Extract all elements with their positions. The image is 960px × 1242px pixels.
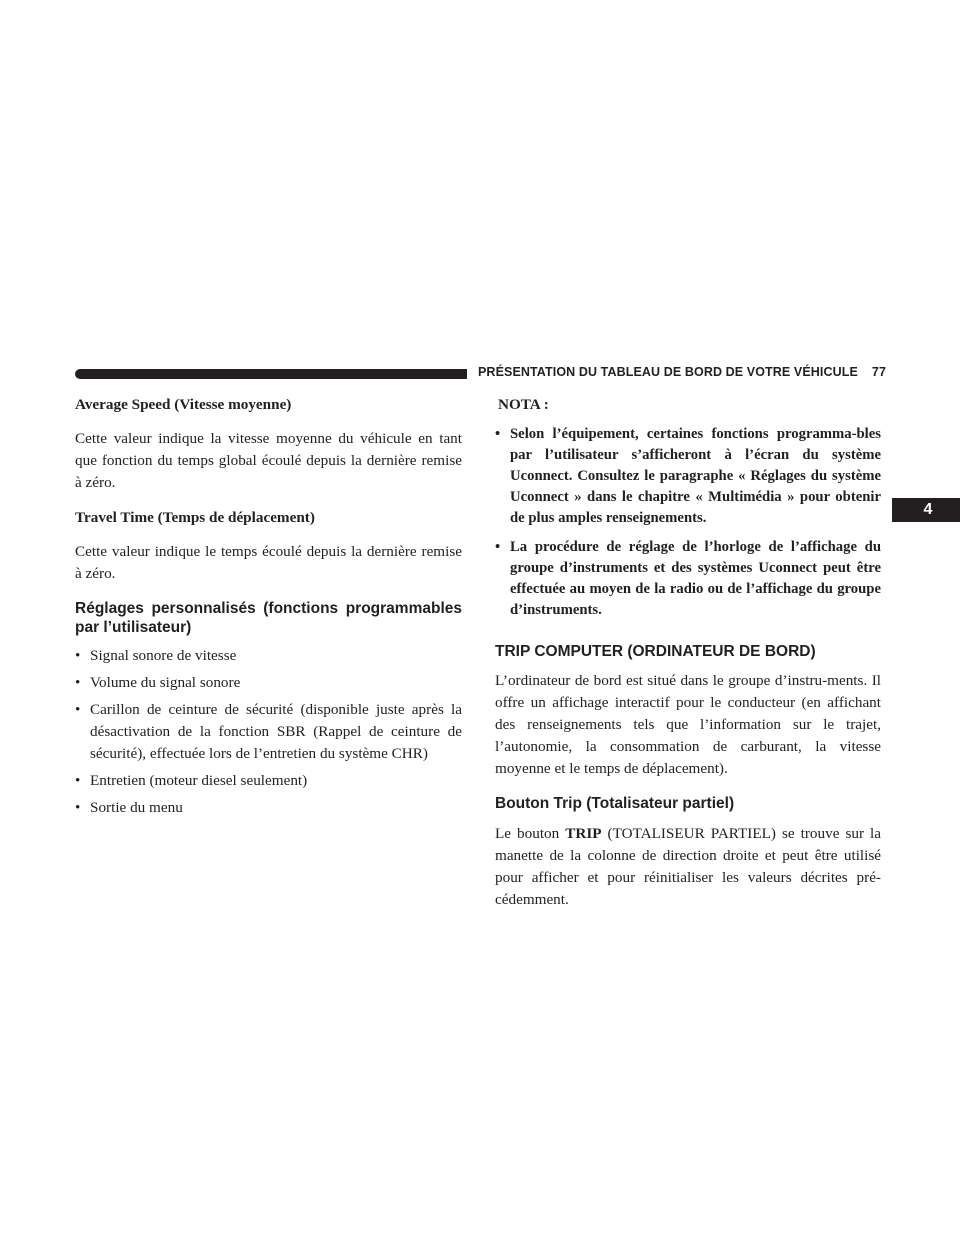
trip-button-heading: Bouton Trip (Totalisateur partiel) [495, 795, 735, 812]
list-item: • Selon l’équipement, certaines fonctions programma-bles par l’utilisateur s’afficheront à l’écran du système Uconnect. Consultez le paragraphe « Réglages du système Uconnect » dans le chapitre « Multimédia » pour obtenir de plus amples renseignements. [495, 426, 881, 526]
list-item: • Carillon de ceinture de sécurité (disponible juste après la désactivation de la fonction SBR (Rappel de ceinture de sécurité), effectuée lors de l’entretien du système CHR) [75, 701, 462, 762]
trip-computer-text: L’ordinateur de bord est situé dans le groupe d’instru-ments. Il offre un affichage interactif pour le conducteur (en affichant des renseignements tels que l’information sur le trajet, l’autonomie, la consommation de carburant, la vitesse moyenne et le temps de déplacement). [495, 672, 881, 777]
nota-list [495, 424, 881, 621]
travel-time-heading: Travel Time (Temps de déplacement) [75, 509, 315, 526]
list-item: • La procédure de réglage de l’horloge de l’affichage du groupe d’instruments et des systèmes Uconnect peut être effectuée au moyen de la radio ou de l’affichage du groupe d’instruments. [495, 539, 881, 618]
nota-label: NOTA : [498, 396, 549, 413]
travel-time-text: Cette valeur indique le temps écoulé depuis la dernière remise à zéro. [75, 543, 462, 582]
bullet: • [495, 539, 501, 555]
bullet: • [75, 701, 81, 718]
avg-speed-heading: Average Speed (Vitesse moyenne) [75, 396, 292, 413]
section-title: PRÉSENTATION DU TABLEAU DE BORD DE VOTRE VÉHICULE [478, 365, 858, 379]
trip-keyword: TRIP [565, 825, 602, 842]
bullet: • [75, 674, 81, 691]
avg-speed-text: Cette valeur indique la vitesse moyenne du véhicule en tant que fonction du temps global écoulé depuis la dernière remise à zéro. [75, 430, 462, 491]
list-item: • Entretien (moteur diesel seulement) [75, 770, 462, 792]
list-item: • Volume du signal sonore [75, 672, 462, 694]
running-header [478, 365, 888, 379]
bullet: • [75, 799, 81, 816]
list-item: • Signal sonore de vitesse [75, 645, 462, 667]
header-rule [75, 369, 467, 379]
left-column [75, 394, 462, 819]
bullet: • [75, 772, 81, 789]
chapter-tab: 4 [892, 498, 960, 522]
bullet: • [495, 426, 501, 442]
page-number: 77 [871, 365, 887, 379]
trip-computer-heading: TRIP COMPUTER (ORDINATEUR DE BORD) [495, 643, 816, 660]
list-item: • Sortie du menu [75, 797, 462, 819]
settings-list [75, 645, 462, 819]
settings-heading: Réglages personnalisés (fonctions programmables par l’utilisateur) [75, 600, 462, 636]
right-column [495, 394, 881, 911]
bullet: • [75, 647, 81, 664]
trip-button-text: Le bouton TRIP (TOTALISEUR PARTIEL) se trouve sur la manette de la colonne de direction droite et peut être utilisé pour afficher et pour réinitialiser les valeurs décrites pré-cédemment. [495, 825, 881, 908]
